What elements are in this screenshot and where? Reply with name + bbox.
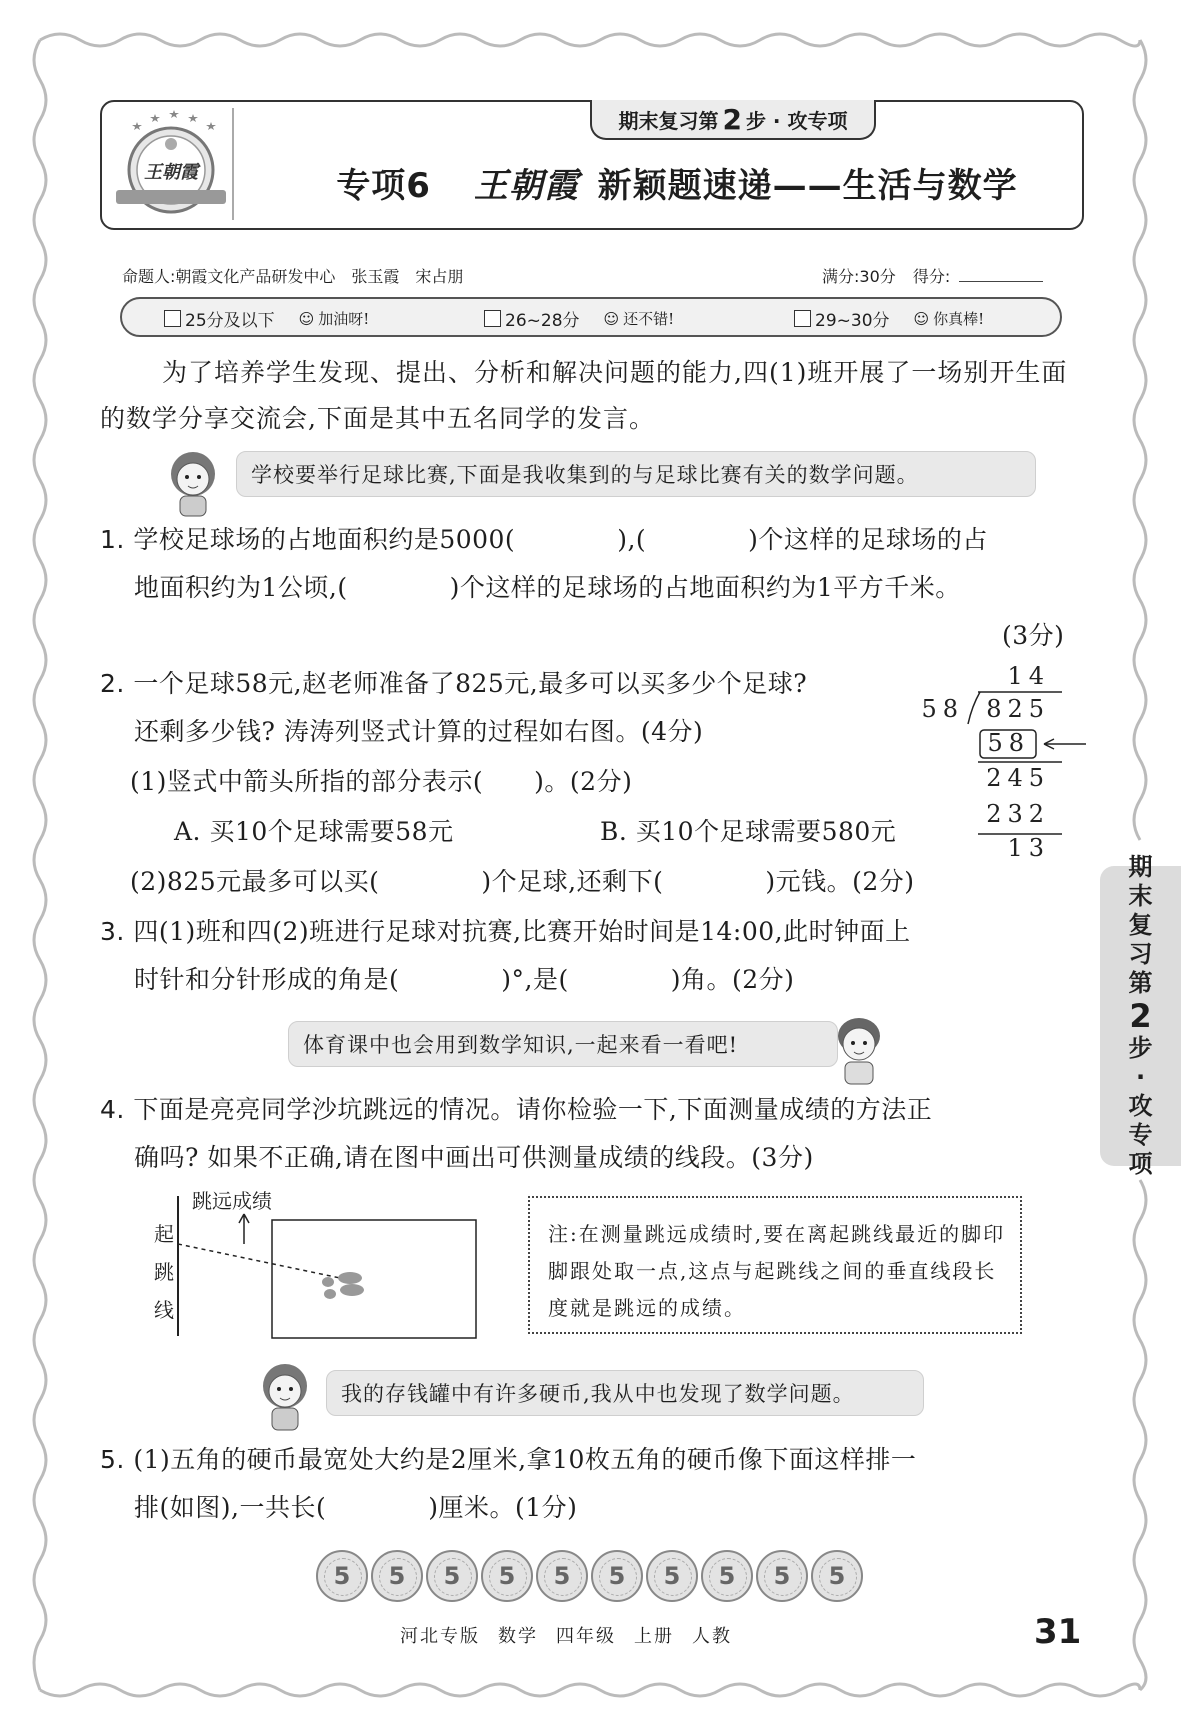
remainder-step1: 245 xyxy=(986,764,1050,792)
evaluation-bar xyxy=(120,297,1062,337)
side-tab-char: · xyxy=(1135,1063,1146,1091)
smiley-icon: ☺ xyxy=(913,309,930,328)
product-step1: 58 xyxy=(987,729,1030,757)
speech-bubble: 学校要举行足球比赛,下面是我收集到的与足球比赛有关的数学问题。 xyxy=(236,451,1036,497)
question-4-line1 xyxy=(100,1090,932,1126)
eval-item xyxy=(484,306,674,331)
question-number: 1. xyxy=(100,525,125,554)
option-a: A. 买10个足球需要58元 xyxy=(174,817,454,846)
quotient: 14 xyxy=(1007,662,1050,690)
line-label-char: 跳 xyxy=(154,1260,174,1284)
coin-icon: 5 xyxy=(536,1550,588,1602)
coin-icon: 5 xyxy=(371,1550,423,1602)
score-label: 得分: xyxy=(912,267,951,286)
topic-number: 专项6 xyxy=(336,166,431,206)
side-tab-char: 复 xyxy=(1128,911,1153,939)
checkbox[interactable] xyxy=(794,310,811,327)
girl-avatar xyxy=(254,1358,316,1434)
question-number: 5. xyxy=(100,1445,125,1474)
divisor: 58 xyxy=(921,695,964,723)
question-2-sub2: (2)825元最多可以买( )个足球,还剩下( )元钱。(2分) xyxy=(130,867,915,896)
line-label-char: 起 xyxy=(154,1222,174,1246)
smiley-icon: ☺ xyxy=(603,309,620,328)
question-4-line2: 确吗? 如果不正确,请在图中画出可供测量成绩的线段。(3分) xyxy=(134,1143,814,1172)
girl-avatar xyxy=(162,446,224,518)
side-tab-char: 项 xyxy=(1128,1150,1153,1178)
footer-item: 四年级 xyxy=(556,1626,616,1647)
title-text: 新颖题速递——生活与数学 xyxy=(597,166,1018,206)
full-score: 满分:30分 xyxy=(822,267,896,286)
footer-item: 河北专版 xyxy=(400,1626,480,1647)
step-prefix: 期末复习第 xyxy=(618,108,719,133)
question-text: 四(1)班和四(2)班进行足球对抗赛,比赛开始时间是14:00,此时钟面上 xyxy=(133,917,911,946)
header-divider xyxy=(232,108,234,220)
eval-note: 还不错! xyxy=(623,310,675,328)
sand-pit xyxy=(272,1220,476,1338)
question-text: 学校足球场的占地面积约是5000( ),( )个这样的足球场的占 xyxy=(133,525,988,554)
note-box xyxy=(528,1196,1022,1334)
question-3-line1 xyxy=(100,912,911,948)
question-1-line2: 地面积约为1公顷,( )个这样的足球场的占地面积约为1平方千米。 xyxy=(134,573,961,602)
arrow-icon xyxy=(239,1214,249,1244)
coin-icon: 5 xyxy=(701,1550,753,1602)
page-number: 31 xyxy=(1034,1612,1082,1652)
measure-line xyxy=(178,1244,340,1278)
question-2-line1 xyxy=(100,664,807,700)
checkbox[interactable] xyxy=(164,310,181,327)
coin-icon: 5 xyxy=(756,1550,808,1602)
side-tab-char: 习 xyxy=(1128,940,1153,968)
logo-text: 王朝霞 xyxy=(144,162,198,183)
product-step2: 232 xyxy=(986,800,1050,828)
side-tab-char: 专 xyxy=(1128,1121,1153,1149)
eval-range: 29~30分 xyxy=(815,311,890,331)
footer-item: 上册 xyxy=(634,1626,674,1647)
line-label-char: 线 xyxy=(154,1298,174,1322)
score-blank[interactable] xyxy=(959,267,1043,282)
score-info xyxy=(822,264,1043,287)
header-box xyxy=(100,100,1084,230)
side-tab-char: 步 xyxy=(1128,1034,1153,1062)
eval-range: 26~28分 xyxy=(505,311,580,331)
dividend: 825 xyxy=(986,695,1050,723)
question-text: (1)五角的硬币最宽处大约是2厘米,拿10枚五角的硬币像下面这样排一 xyxy=(133,1445,917,1474)
side-tab-char: 第 xyxy=(1128,969,1153,997)
footer-item: 人教 xyxy=(692,1626,732,1647)
author-line: 命题人:朝霞文化产品研发中心 张玉霞 宋占朋 xyxy=(122,267,464,286)
side-tab xyxy=(1100,853,1181,1178)
speech-bubble: 我的存钱罐中有许多硬币,我从中也发现了数学问题。 xyxy=(326,1370,924,1416)
coin-icon: 5 xyxy=(316,1550,368,1602)
brand-logo xyxy=(112,108,230,220)
eval-item xyxy=(164,306,369,331)
question-number: 2. xyxy=(100,669,125,698)
coin-icon: 5 xyxy=(426,1550,478,1602)
long-jump-figure xyxy=(150,1186,490,1346)
question-text: 一个足球58元,赵老师准备了825元,最多可以买多少个足球? xyxy=(133,669,808,698)
side-tab-char: 2 xyxy=(1129,997,1152,1035)
footer xyxy=(400,1622,750,1648)
question-number: 4. xyxy=(100,1095,125,1124)
question-number: 3. xyxy=(100,917,125,946)
question-text: 下面是亮亮同学沙坑跳远的情况。请你检验一下,下面测量成绩的方法正 xyxy=(133,1095,933,1124)
footer-item: 数学 xyxy=(498,1626,538,1647)
long-division xyxy=(920,650,1090,870)
question-2-line2: 还剩多少钱? 涛涛列竖式计算的过程如右图。(4分) xyxy=(134,717,704,746)
remainder: 13 xyxy=(1007,834,1050,862)
question-3-line2: 时针和分针形成的角是( )°,是( )角。(2分) xyxy=(134,965,795,994)
eval-note: 加油呀! xyxy=(318,310,370,328)
eval-range: 25分及以下 xyxy=(185,311,275,331)
step-tab xyxy=(590,100,876,140)
brand-name: 王朝霞 xyxy=(473,166,579,206)
step-suffix: 步 · 攻专项 xyxy=(745,108,848,133)
speech-bubble: 体育课中也会用到数学知识,一起来看一看吧! xyxy=(288,1021,838,1067)
smiley-icon: ☺ xyxy=(298,309,315,328)
boy-avatar xyxy=(826,1012,892,1088)
coin-icon: 5 xyxy=(481,1550,533,1602)
question-5-line2: 排(如图),一共长( )厘米。(1分) xyxy=(134,1493,578,1522)
coin-icon: 5 xyxy=(811,1550,863,1602)
checkbox[interactable] xyxy=(484,310,501,327)
coin-icon: 5 xyxy=(591,1550,643,1602)
side-tab-char: 攻 xyxy=(1128,1092,1153,1120)
page-title xyxy=(287,158,1067,207)
coin-icon: 5 xyxy=(646,1550,698,1602)
question-5-line1 xyxy=(100,1440,916,1476)
step-number: 2 xyxy=(722,102,742,136)
figure-label: 跳远成绩 xyxy=(192,1189,272,1213)
arrow-icon xyxy=(1044,739,1086,749)
eval-note: 你真棒! xyxy=(933,310,985,328)
note-text: 注:在测量跳远成绩时,要在离起跳线最近的脚印脚跟处取一点,这点与起跳线之间的垂直线段长度就是跳远的成绩。 xyxy=(548,1222,1006,1320)
intro-paragraph: 为了培养学生发现、提出、分析和解决问题的能力,四(1)班开展了一场别开生面的数学分享交流会,下面是其中五名同学的发言。 xyxy=(100,358,1068,433)
question-1-score: (3分) xyxy=(1002,621,1065,650)
eval-item xyxy=(794,306,984,331)
question-2-sub1: (1)竖式中箭头所指的部分表示( )。(2分) xyxy=(130,767,633,796)
side-tab-char: 末 xyxy=(1128,882,1153,910)
question-1-line1 xyxy=(100,520,988,556)
side-tab-char: 期 xyxy=(1128,853,1153,881)
option-b: B. 买10个足球需要580元 xyxy=(600,817,897,846)
